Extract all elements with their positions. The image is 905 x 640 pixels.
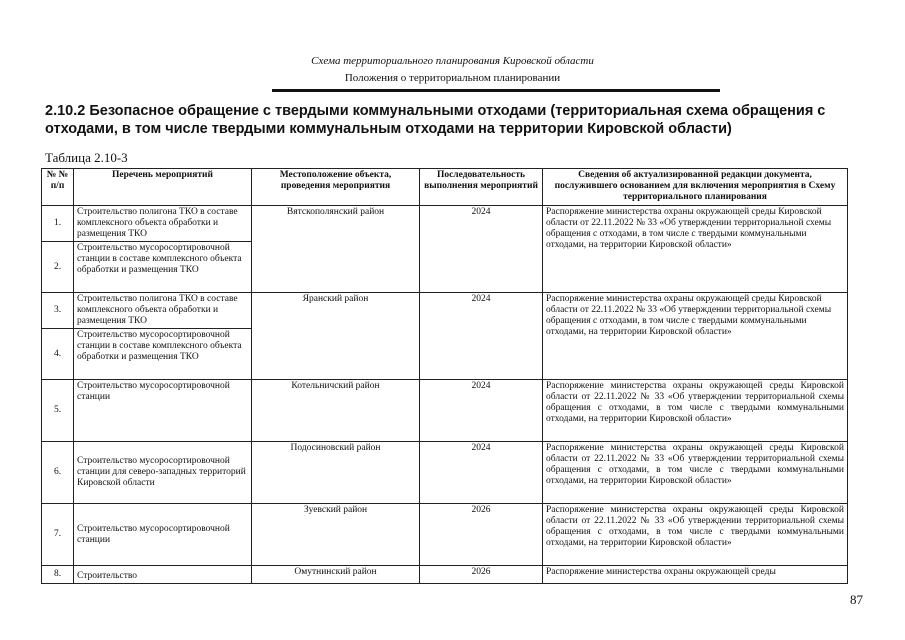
location-cell: Омутнинский район [252,566,420,584]
column-header-measures: Перечень мероприятий [74,169,252,206]
year-cell: 2026 [420,566,543,584]
page-number: 87 [850,592,863,607]
row-number: 7. [42,504,74,566]
measure-cell: Строительство полигона ТКО в составе комплексного объекта обработки и размещения ТКО [74,206,252,242]
location-cell: Яранский район [252,293,420,380]
column-header-location: Местоположение объекта, проведения мероприятия [252,169,420,206]
basis-cell: Распоряжение министерства охраны окружающей среды Кировской области от 22.11.2022 № 33 «Об утверждении территориальной схемы обращения с отходами, в том числе с твердыми коммунальными отходами, на территории Кировской области» [543,293,848,380]
location-cell: Котельничский район [252,380,420,442]
table-row [42,380,848,442]
location-cell: Вятскополянский район [252,206,420,293]
measure-cell: Строительство полигона ТКО в составе комплексного объекта обработки и размещения ТКО [74,293,252,329]
row-number: 3. [42,293,74,329]
measure-cell: Строительство мусоросортировочной станции в составе комплексного объекта обработки и размещения ТКО [74,242,252,293]
column-header-sequence: Последовательность выполнения мероприятий [420,169,543,206]
location-cell: Подосиновский район [252,442,420,504]
row-number: 4. [42,329,74,380]
table-row [42,442,848,504]
year-cell: 2024 [420,206,543,293]
table-row [42,566,848,584]
row-number: 2. [42,242,74,293]
header-rule [272,89,720,92]
section-heading: 2.10.2 Безопасное обращение с твердыми коммунальными отходами (территориальная схема обращения с отходами, в том числе твердыми коммунальным отходами на территории Кировской области) [45,103,826,137]
year-cell: 2024 [420,442,543,504]
table-row [42,293,848,329]
row-number: 5. [42,380,74,442]
column-header-basis: Сведения об актуализированной редакции документа, послужившего основанием для включения мероприятия в Схему территориального планирования [543,169,848,206]
basis-cell: Распоряжение министерства охраны окружающей среды Кировской области от 22.11.2022 № 33 «Об утверждении территориальной схемы обращения с отходами, в том числе с твердыми коммунальными отходами, на территории Кировской области» [543,380,848,442]
table-row [42,206,848,242]
row-number: 8. [42,566,74,584]
column-header-number: № № п/п [42,169,74,206]
measure-cell: Строительство мусоросортировочной станции для северо-западных территорий Кировской области [74,442,252,504]
basis-cell: Распоряжение министерства охраны окружающей среды Кировской области от 22.11.2022 № 33 «Об утверждении территориальной схемы обращения с отходами, в том числе с твердыми коммунальными отходами, на территории Кировской области» [543,206,848,293]
measure-cell: Строительство мусоросортировочной станции в составе комплексного объекта обработки и размещения ТКО [74,329,252,380]
row-number: 6. [42,442,74,504]
year-cell: 2026 [420,504,543,566]
basis-cell: Распоряжение министерства охраны окружающей среды Кировской области от 22.11.2022 № 33 «Об утверждении территориальной схемы обращения с отходами, в том числе с твердыми коммунальными отходами, на территории Кировской области» [543,504,848,566]
measure-cell: Строительство мусоросортировочной станции [74,380,252,442]
table-caption: Таблица 2.10-3 [45,150,128,165]
running-header-subtitle: Положения о территориальном планировании [344,72,561,84]
measures-table [41,168,848,584]
measure-cell: Строительство [74,566,252,584]
location-cell: Зуевский район [252,504,420,566]
row-number: 1. [42,206,74,242]
year-cell: 2024 [420,380,543,442]
year-cell: 2024 [420,293,543,380]
running-header-title: Схема территориального планирования Кировской области [311,55,594,67]
table-row [42,504,848,566]
measure-cell: Строительство мусоросортировочной станции [74,504,252,566]
basis-cell: Распоряжение министерства охраны окружающей среды Кировской области от 22.11.2022 № 33 «Об утверждении территориальной схемы обращения с отходами, в том числе с твердыми коммунальными отходами, на территории Кировской области» [543,442,848,504]
basis-cell: Распоряжение министерства охраны окружающей среды [543,566,848,584]
